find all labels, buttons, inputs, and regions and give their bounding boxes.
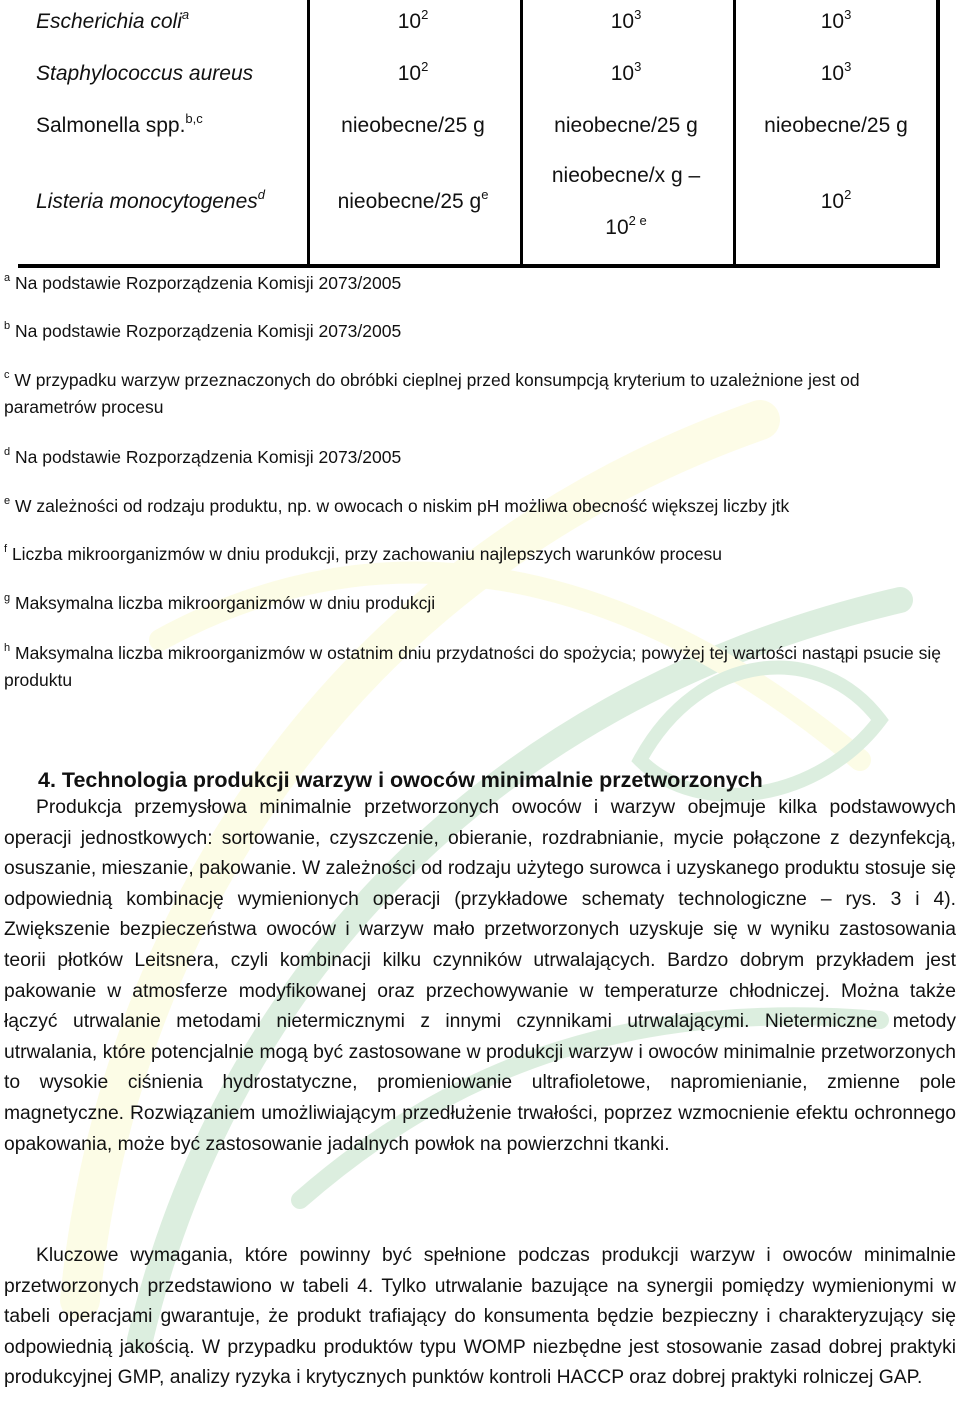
table-cell: $10^{2 e}$ — [605, 213, 647, 239]
footnote: $^a$ Na podstawie Rozporządzenia Komisji 2073/2005 — [4, 272, 402, 293]
paragraph: Kluczowe wymagania, które powinny być spełnione podczas produkcji warzyw i owoców minimalnie przetworzonych przedstawiono w tabeli 4. Tylko utrwalanie bazujące na synergii pomiędzy wymienionymi w tabeli operacjami gwarantuje, że produkt trafiający do konsumenta będzie bezpieczny i charakteryzujący się odpowiednią jakością. W przypadku produktów typu WOMP niezbędne jest stosowanie zasad dobrej praktyki produkcyjnej GMP, analizy ryzyka i krytycznych punktów kontroli HACCP oraz dobrej praktyki rolniczej GAP. — [4, 1245, 956, 1389]
table-cell: $10^3$ — [610, 7, 642, 33]
table-row-name: Listeria monocytogenes$^d$ — [36, 187, 266, 213]
footnote: $^f$ Liczba mikroorganizmów w dniu produkcji, przy zachowaniu najlepszych warunków procesu — [4, 543, 722, 564]
footnote: $^d$ Na podstawie Rozporządzenia Komisji 2073/2005 — [4, 446, 402, 467]
table-cell: $10^2$ — [397, 7, 429, 33]
criteria-table — [18, 0, 940, 268]
table-row-name: Escherichia coli$^a$ — [36, 7, 190, 33]
footnote: $^c$ W przypadku warzyw przeznaczonych do obróbki cieplnej przed konsumpcją kryterium to uzależnione jest od parametrów procesu — [4, 369, 860, 417]
table-row-name: Staphylococcus aureus — [36, 62, 254, 85]
table-cell: nieobecne/25 g — [554, 114, 698, 137]
paragraph: Produkcja przemysłowa minimalnie przetworzonych owoców i warzyw obejmuje kilka podstawowych operacji jednostkowych: sortowanie, czyszczenie, obieranie, rozdrabnianie, mycie połączone z dezynfekcją, osuszanie, mieszanie, pakowanie. W zależności od rodzaju użytego surowca i uzyskanego produktu stosuje się odpowiednią kombinację wymienionych operacji (przykładowe schematy technologiczne – rys. 3 i 4). Zwiększenie bezpieczeństwa owoców i warzyw mało przetworzonych uzyskuje się w wyniku zastosowania teorii płotków Leitsnera, czyli kombinacji kilku czynników utrwalających. Bardzo dobrym przykładem jest pakowanie w atmosferze modyfikowanej oraz przechowywanie w temperaturze chłodniczej. Można także łączyć utrwalanie metodami nietermicznymi z innymi czynnikami utrwalającymi. Nietermiczne metody utrwalania, które potencjalnie mogą być zastosowane w produkcji warzyw i owoców minimalnie przetworzonych to wysokie ciśnienia hydrostatyczne, promieniowanie ultrafioletowe, napromienianie, zmienne pole magnetyczne. Rozwiązaniem umożliwiającym przedłużenie trwałości, poprzez wzmocnienie efektu ochronnego opakowania, może być zastosowanie jadalnych powłok na powierzchni tkanki. — [4, 797, 956, 1155]
table-cell: nieobecne/25 $g^e$ — [337, 187, 489, 213]
table-cell: nieobecne/x g – — [551, 164, 701, 187]
table-cell: nieobecne/25 g — [341, 114, 485, 137]
table-cell: $10^3$ — [610, 59, 642, 85]
table-cell: $10^2$ — [397, 59, 429, 85]
footnote: $^g$ Maksymalna liczba mikroorganizmów w dniu produkcji — [4, 592, 436, 613]
footnote: $^b$ Na podstawie Rozporządzenia Komisji 2073/2005 — [4, 320, 402, 341]
footnote: $^h$ Maksymalna liczba mikroorganizmów w ostatnim dniu przydatności do spożycia; powyżej tej wartości nastąpi psucie się produktu — [4, 642, 941, 690]
table-cell: nieobecne/25 g — [764, 114, 908, 137]
footnote: $^e$ W zależności od rodzaju produktu, np. w owocach o niskim pH możliwa obecność większej liczby jtk — [4, 495, 790, 516]
table-cell: $10^3$ — [820, 7, 852, 33]
table-divider — [733, 0, 736, 264]
table-divider — [307, 0, 310, 264]
table-divider — [520, 0, 523, 264]
table-cell: $10^2$ — [820, 187, 852, 213]
section-heading: 4. Technologia produkcji warzyw i owoców minimalnie przetworzonych — [38, 768, 763, 792]
table-cell: $10^3$ — [820, 59, 852, 85]
table-row-name: Salmonella spp.$^{b,c}$ — [36, 111, 203, 137]
